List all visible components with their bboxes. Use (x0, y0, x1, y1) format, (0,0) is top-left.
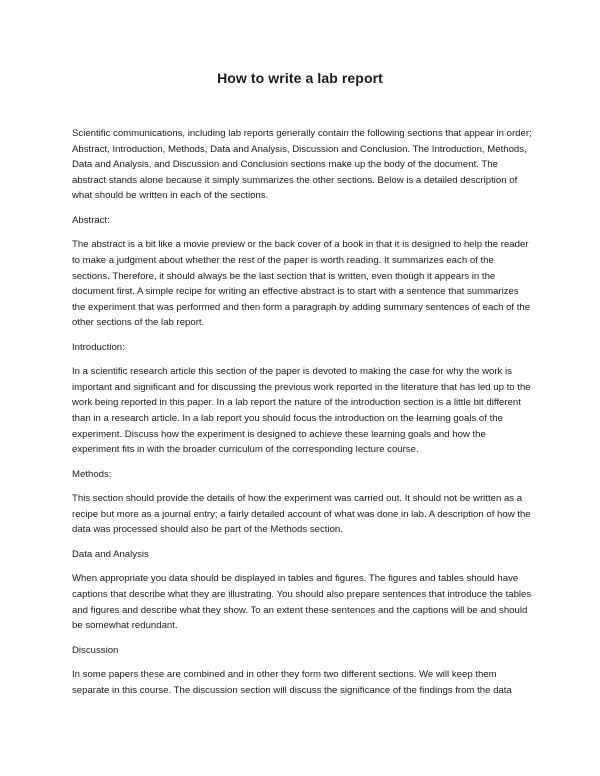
section-heading-abstract: Abstract: (72, 215, 110, 227)
document-title: How to write a lab report (217, 70, 383, 86)
section-heading-discussion: Discussion (72, 645, 119, 657)
discussion-paragraph: In some papers these are combined and in other they form two different sections. We will keep them separate in this course. The discussion section will discuss the significance of the findings from the data (72, 669, 512, 696)
abstract-paragraph: The abstract is a bit like a movie preview or the back cover of a book in that it is designed to help the reader to make a judgment about whether the rest of the paper is worth reading. It summarizes each of the sections. Therefore, it should always be the last section that is written, even though it appears in the document first. A simple recipe for writing an effective abstract is to start with a sentence that summarizes the experiment that was performed and then form a paragraph by adding summary sentences of each of the other sections of the lab report. (72, 239, 531, 329)
intro-paragraph: Scientific communications, including lab reports generally contain the following sections that appear in order; Abstract, Introduction, Methods, Data and Analysis, Discussion and Conclusion. The Introduction, Methods, Data and Analysis, and Discussion and Conclusion sections make up the body of the document. The abstract stands alone because it simply summarizes the other sections. Below is a detailed description of what should be written in each of the sections. (72, 128, 532, 202)
methods-paragraph: This section should provide the details of how the experiment was carried out. It should not be written as a recipe but more as a journal entry; a fairly detailed account of what was done in lab. A description of how the data was processed should also be part of the Methods section. (72, 493, 531, 536)
document-body (72, 126, 534, 708)
section-heading-data-and-analysis: Data and Analysis (72, 549, 149, 561)
introduction-paragraph: In a scientific research article this section of the paper is devoted to making the case for why the work is important and significant and for discussing the previous work reported in the literature that has led up to the work being reported in this paper. In a lab report the nature of the introduction section is a little bit different than in a research article. In a lab report you should focus the introduction on the learning goals of the experiment. Discuss how the experiment is designed to achieve these learning goals and how the experiment fits in with the broader curriculum of the corresponding lecture course. (72, 366, 531, 456)
data-and-analysis-paragraph: When appropriate you data should be displayed in tables and figures. The figures and tables should have captions that describe what they are illustrating. You should also prepare sentences that introduce the tables and figures and describe what they show. To an extent these sentences and the captions will be and should be somewhat redundant. (72, 573, 532, 632)
section-heading-introduction: Introduction: (72, 342, 125, 354)
section-heading-methods: Methods: (72, 469, 112, 481)
